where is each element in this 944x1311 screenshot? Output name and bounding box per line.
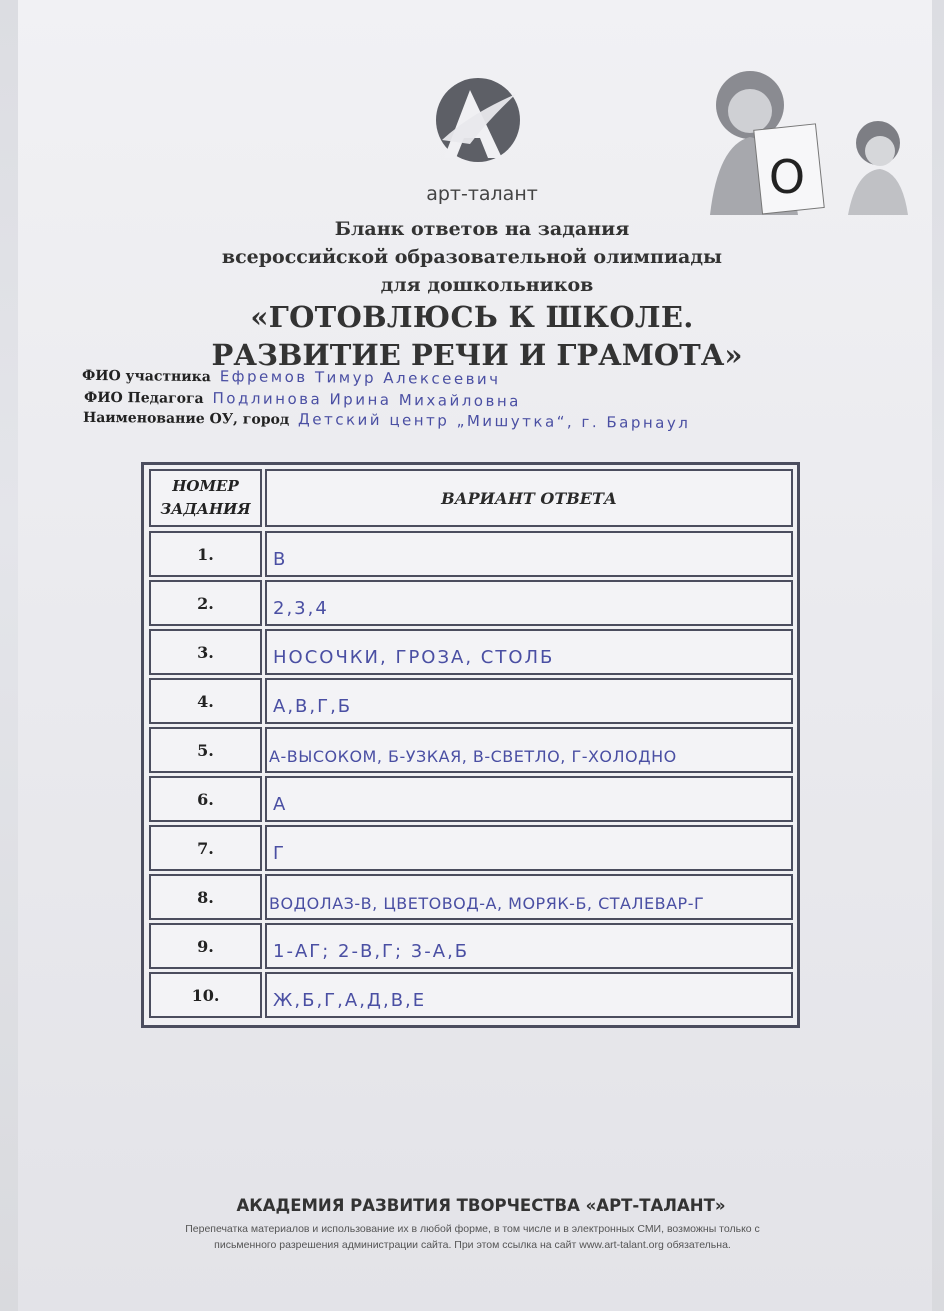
answer-cell <box>265 874 793 920</box>
task-number: 3. <box>149 629 262 675</box>
answer-cell <box>265 678 793 724</box>
answer-text: В <box>273 549 288 570</box>
header-answer-cell: ВАРИАНТ ОТВЕТА <box>265 469 793 527</box>
copyright-line-1: Перепечатка материалов и использование их в любой форме, в том числе и в электронных СМИ, возможны только с <box>185 1223 760 1235</box>
header-number-cell: НОМЕР ЗАДАНИЯ <box>149 469 262 527</box>
task-number: 1. <box>149 531 262 577</box>
task-number: 4. <box>149 678 262 724</box>
copyright-notice <box>115 1221 830 1253</box>
answer-cell <box>265 531 793 577</box>
answer-cell <box>265 972 793 1018</box>
answer-cell <box>265 727 793 773</box>
answer-cell <box>265 580 793 626</box>
task-number: 6. <box>149 776 262 822</box>
table-row <box>149 678 793 724</box>
title-line-5: РАЗВИТИЕ РЕЧИ И ГРАМОТА» <box>211 338 743 372</box>
organization-label: Наименование ОУ, город <box>82 409 290 428</box>
answer-cell <box>265 825 793 871</box>
task-number: 9. <box>149 923 262 969</box>
teacher-label: ФИО Педагога <box>83 389 204 407</box>
task-number: 5. <box>149 727 262 773</box>
task-number: 10. <box>149 972 262 1018</box>
task-number: 8. <box>149 874 262 920</box>
table-header-row <box>149 469 793 527</box>
copyright-line-2: письменного разрешения администрации сайта. При этом ссылка на сайт www.art-talant.org обязательна. <box>214 1239 731 1251</box>
table-row <box>149 972 793 1018</box>
title-line-4: «ГОТОВЛЮСЬ К ШКОЛЕ. <box>250 300 694 334</box>
brand-name: арт-талант <box>426 183 538 205</box>
table-row <box>149 923 793 969</box>
task-number: 7. <box>149 825 262 871</box>
title-line-3: для дошкольников <box>380 274 594 296</box>
answer-text: 1-АГ; 2-В,Г; 3-А,Б <box>273 941 470 962</box>
title-line-1: Бланк ответов на задания <box>334 218 630 240</box>
table-row <box>149 874 793 920</box>
title-line-2: всероссийской образовательной олимпиады <box>221 246 723 268</box>
answer-text: А <box>273 794 288 815</box>
card-letter: O <box>768 150 806 204</box>
answer-text: 2,3,4 <box>273 598 329 619</box>
answer-text: Ж,Б,Г,А,Д,В,Е <box>273 990 427 1011</box>
table-row <box>149 580 793 626</box>
answer-text: ВОДОЛАЗ-В, ЦВЕТОВОД-А, МОРЯК-Б, СТАЛЕВАР-Г <box>269 894 705 913</box>
answer-cell <box>265 629 793 675</box>
answer-text: А,В,Г,Б <box>273 696 353 717</box>
task-number: 2. <box>149 580 262 626</box>
answer-cell <box>265 923 793 969</box>
teacher-value: Подлинова Ирина Михайловна <box>212 389 521 411</box>
answer-text: НОСОЧКИ, ГРОЗА, СТОЛБ <box>273 647 555 668</box>
answers-table <box>141 462 800 1028</box>
answer-text: А-ВЫСОКОМ, Б-УЗКАЯ, В-СВЕТЛО, Г-ХОЛОДНО <box>269 747 677 766</box>
table-row <box>149 629 793 675</box>
participant-label: ФИО участника <box>81 367 211 386</box>
table-row <box>149 825 793 871</box>
art-talant-logo <box>430 72 526 172</box>
teacher-child-illustration <box>688 65 920 225</box>
table-row <box>149 776 793 822</box>
academy-name: АКАДЕМИЯ РАЗВИТИЯ ТВОРЧЕСТВА «АРТ-ТАЛАНТ» <box>236 1196 726 1215</box>
participant-value: Ефремов Тимур Алексеевич <box>219 367 501 389</box>
answer-text: Г <box>273 843 286 864</box>
organization-value: Детский центр „Мишутка“, г. Барнаул <box>298 410 691 433</box>
table-row <box>149 727 793 773</box>
answer-cell <box>265 776 793 822</box>
table-row <box>149 531 793 577</box>
